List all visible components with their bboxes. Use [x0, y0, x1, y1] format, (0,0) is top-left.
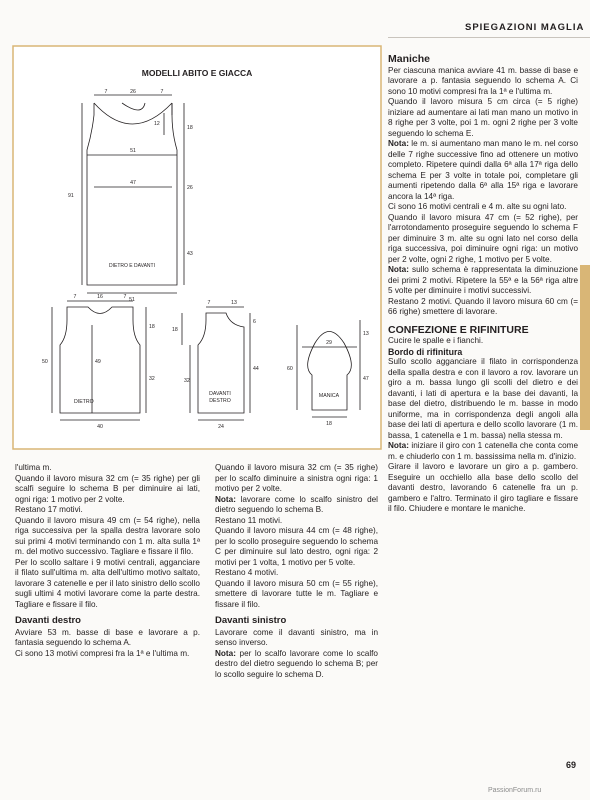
- front-label-7: 7: [207, 300, 211, 306]
- diagram-title: MODELLI ABITO E GIACCA: [141, 68, 253, 78]
- watermark: PassionForum.ru: [488, 787, 542, 794]
- paragraph: Quando il lavoro misura 47 cm (= 52 righe), per l'arrotondamento proseguire seguendo lo schema F per diminuire 3 m. alte su ogni lato nel corso della riga successiva, poi diminuire ogni riga: un motivo per 2 volte, ogni 2 righe, 1 motivo per 5 volte.: [388, 212, 578, 264]
- front-label-name2: DESTRO: [209, 398, 231, 404]
- dress-label-7b: 7: [160, 89, 164, 95]
- back-label-49: 49: [95, 359, 101, 365]
- front-label-13: 13: [231, 300, 237, 306]
- paragraph: Cucire le spalle e i fianchi.: [388, 336, 484, 345]
- heading-davanti-destro: Davanti destro: [15, 615, 81, 626]
- schematics-panel: [12, 45, 382, 450]
- paragraph: Sullo scollo agganciare il filato in corrispondenza della spalla destra e con il lavoro a rov. lavorare un giro a m. bassa lungo gli scolli del dietro e dei davanti, i lati di apertura e la base dei davanti, la base del dietro, distribuendo le m. basse in modo uniforme, ma in corrispondenza degli angoli alla base dei lati di apertura e dello scollo lavorare (1 m. bassa, 1 catenella e 1 m. bassa) nella stessa m.: [388, 357, 578, 440]
- dress-label-name: DIETRO E DAVANTI: [109, 263, 155, 269]
- note-text: per lo scalfo lavorare come lo scalfo destro del dietro seguendo lo schema B; per lo scollo seguire lo schema D.: [215, 648, 378, 679]
- note-paragraph: [215, 495, 378, 516]
- paragraph: Restano 4 motivi.: [215, 568, 279, 577]
- dress-label-26b: 26: [187, 185, 193, 191]
- paragraph: Quando il lavoro misura 50 cm (= 55 righe), smettere di lavorare tutte le m. Tagliare e fissare il filo.: [215, 578, 378, 609]
- paragraph: Avviare 53 m. basse di base e lavorare a p. fantasia seguendo lo schema A.: [15, 627, 200, 647]
- heading-confezione: CONFEZIONE E RIFINITURE: [388, 323, 529, 336]
- side-color-tab: [580, 265, 590, 430]
- paragraph: Restano 17 motivi.: [15, 505, 83, 514]
- front-label-32: 32: [184, 378, 190, 384]
- paragraph: Quando il lavoro misura 44 cm (= 48 righe), per lo scollo proseguire seguendo lo schema C per diminuire sul lato destro, ogni riga: 2 motivi per 1 volta, 1 motivo per 5 volte.: [215, 526, 378, 567]
- sleeve-label-29: 29: [326, 340, 332, 346]
- heading-maniche: Maniche: [388, 53, 431, 65]
- paragraph: l'ultima m.: [15, 463, 52, 472]
- heading-davanti-sinistro: Davanti sinistro: [215, 615, 287, 626]
- page-number: 69: [566, 760, 577, 770]
- note-paragraph: [388, 139, 578, 202]
- back-label-32: 32: [149, 376, 155, 382]
- sleeve-label-13: 13: [363, 331, 369, 337]
- note-text: lavorare come lo scalfo sinistro del dietro seguendo lo schema B.: [215, 494, 378, 514]
- dress-label-7a: 7: [104, 89, 108, 95]
- section-header: SPIEGAZIONI MAGLIA: [465, 22, 585, 33]
- paragraph: Quando il lavoro misura 32 cm (= 35 righe) per gli scalfi seguire lo schema B per diminuire ai lati, ogni riga: 1 motivo per 2 volte.: [15, 473, 200, 504]
- back-label-18: 18: [149, 324, 155, 330]
- note-text: le m. si aumentano man mano le m. nel corso delle 7 righe successive fino ad ottenere un motivo completo. Ripetere quindi dalla 6ª alla 17ª riga dello schema E per 3 volte in totale poi, completare gli aumenti ripetendo dalla 6ª alla 15ª riga e lavorare ancora la 14ª riga.: [388, 139, 578, 201]
- back-label-7b: 7: [123, 294, 127, 300]
- sleeve-label-18: 18: [326, 421, 332, 427]
- paragraph: Quando il lavoro misura 5 cm circa (= 5 righe) iniziare ad aumentare ai lati man mano un motivo in 8 righe per 3 volte, poi 1 m. ogni 2 righe per 3 volte seguendo lo schema E.: [388, 97, 578, 138]
- paragraph: Quando il lavoro misura 49 cm (= 54 righe), nella riga successiva per la spalla destra lavorare solo sui primi 4 motivi terminando con 1 m. alta sulla 1ª m. del motivo successivo. Tagliare e fissare il filo.: [15, 515, 200, 556]
- note-paragraph: [388, 265, 578, 297]
- paragraph: Ci sono 13 motivi compresi fra la 1ª e l'ultima m.: [15, 648, 190, 658]
- paragraph: Ci sono 16 motivi centrali e 4 m. alte su ogni lato.: [388, 202, 567, 211]
- dress-label-91: 91: [68, 193, 74, 199]
- note-label: Nota:: [388, 441, 409, 450]
- header-rule: [388, 37, 590, 38]
- note-text: sullo schema è rappresentata la diminuzione dei primi 2 motivi. Ripetere la 55ª e la 56ª riga altre 5 volte per diminuire i motivi successivi.: [388, 265, 578, 295]
- note-label: Nota:: [388, 139, 409, 148]
- back-label-16: 16: [97, 294, 103, 300]
- dress-label-47: 47: [130, 180, 136, 186]
- dress-label-51: 51: [130, 148, 136, 154]
- dress-label-26: 26: [130, 89, 136, 95]
- sleeve-label-60: 60: [287, 366, 293, 372]
- note-text: iniziare il giro con 1 catenella che conta come m. e chiuderlo con 1 m. bassissima nella m. d'inizio.: [388, 441, 578, 461]
- text-column-1: [15, 463, 200, 659]
- paragraph: Restano 11 motivi.: [215, 515, 283, 525]
- note-paragraph: [215, 649, 378, 681]
- text-column-2: [215, 463, 378, 680]
- note-label: Nota:: [388, 265, 409, 274]
- paragraph: Per lo scollo saltare i 9 motivi centrali, agganciare il filato sull'ultima m. alta dell'ultimo motivo saltato, lavorare 3 catenelle e per il lato sinistro dello scollo sugli ultimi 4 motivi lavorare come la parte destra. Tagliare e fissare il filo.: [15, 557, 200, 609]
- schematics-drawing: [12, 45, 382, 450]
- back-label-50: 50: [42, 359, 48, 365]
- note-paragraph: [388, 441, 578, 462]
- sleeve-label-name: MANICA: [318, 393, 340, 399]
- paragraph: Lavorare come il davanti sinistro, ma in senso inverso.: [215, 627, 378, 647]
- front-label-44: 44: [253, 366, 259, 372]
- paragraph: Per ciascuna manica avviare 41 m. basse di base e lavorare a p. fantasia seguendo lo schema A. Ci sono 10 motivi compresi fra la 1ª e l'ultima m.: [388, 65, 578, 96]
- front-label-6: 6: [253, 319, 256, 325]
- front-label-24: 24: [218, 424, 224, 430]
- text-column-3: [388, 54, 578, 515]
- dress-label-12: 12: [154, 121, 160, 127]
- panel-border: [13, 46, 381, 449]
- back-label-name: DIETRO: [74, 399, 94, 405]
- paragraph: Restano 2 motivi. Quando il lavoro misura 60 cm (= 66 righe) smettere di lavorare.: [388, 296, 578, 316]
- front-label-18: 18: [172, 327, 178, 333]
- paragraph: Quando il lavoro misura 32 cm (= 35 righe) per lo scalfo diminuire a sinistra ogni riga: 1 motivo per 2 volte.: [215, 463, 378, 493]
- note-label: Nota:: [215, 494, 236, 504]
- sleeve-label-47: 47: [363, 376, 369, 382]
- paragraph: Girare il lavoro e lavorare un giro a p. gambero. Eseguire un occhiello alla base dello scollo del davanti destro, lavorando 6 catenelle fra un p. gambero e l'altro. Terminato il giro tagliare e fissare il filo. Chiudere e montare le maniche.: [388, 462, 578, 513]
- back-label-40: 40: [97, 424, 103, 430]
- dress-label-43: 43: [187, 251, 193, 257]
- dress-label-18: 18: [187, 125, 193, 131]
- heading-bordo: Bordo di rifinitura: [388, 346, 463, 357]
- dress-label-bottom: 51: [129, 297, 135, 303]
- front-label-name1: DAVANTI: [209, 391, 231, 397]
- note-label: Nota:: [215, 648, 236, 658]
- back-label-7a: 7: [73, 294, 77, 300]
